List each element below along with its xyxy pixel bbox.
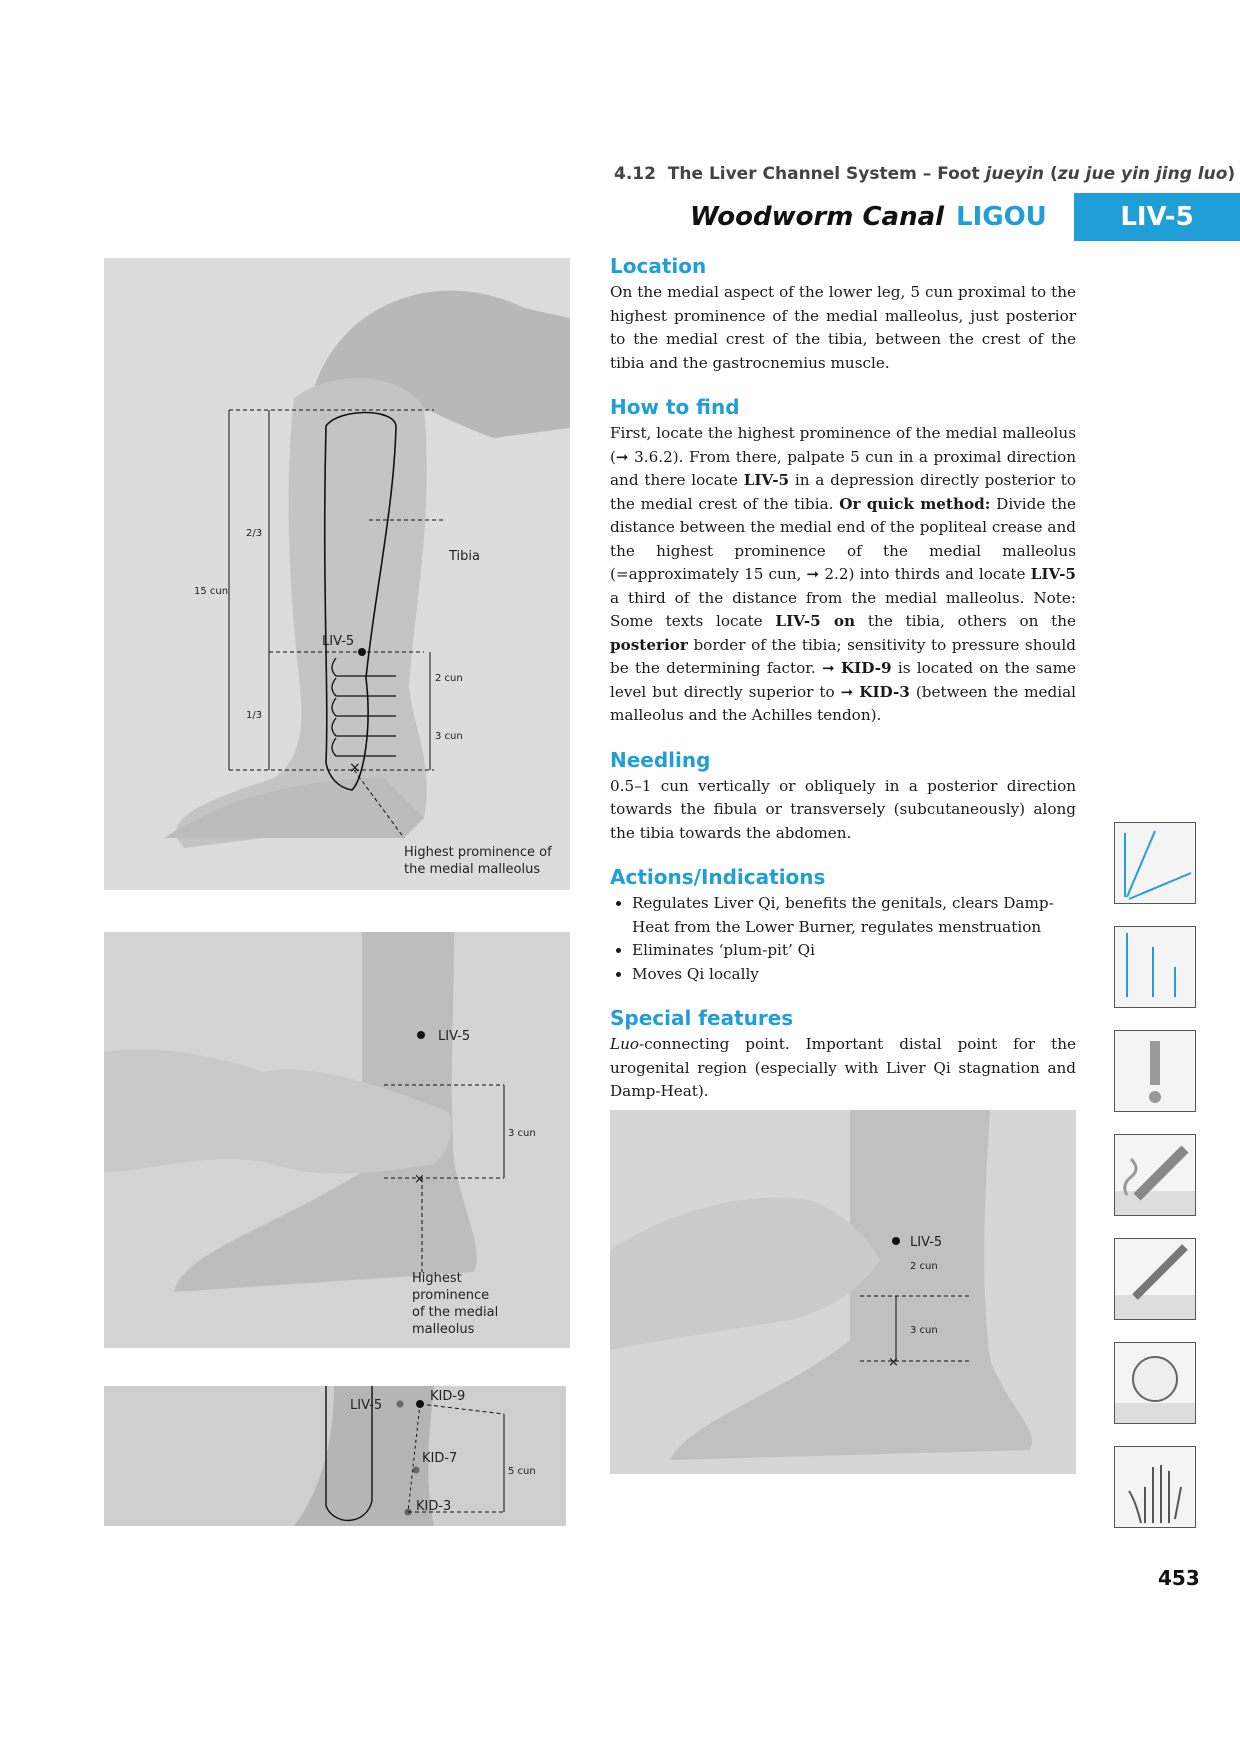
htf-bold-1: LIV-5 [743,471,790,489]
figure-fingers-2-cun-drawing [610,1110,1076,1474]
special-features-text [610,1033,1076,1104]
htf-text-4: a third of the distance from the medial malleolus. Note: Some texts locate [610,588,1076,630]
malleolus-marker: × [349,760,361,776]
chapter-paren-open: ( [1049,164,1058,184]
malleolus-marker: × [414,1172,425,1187]
chapter-paren-close: ) [1227,164,1236,184]
htf-text-2: in a depression directly posterior to the medial crest of the tibia. [610,471,1076,513]
label-one-third: 1/3 [246,710,263,721]
label-three-cun: 3 cun [910,1325,938,1336]
label-malleolus-3: of the medial [412,1305,499,1320]
label-liv5: LIV-5 [350,1398,383,1413]
label-two-cun: 2 cun [435,673,463,684]
htf-text-8: (between the medial malleolus and the Achilles tendon). [610,682,1076,724]
label-fifteen-cun: 15 cun [194,586,229,597]
point-name-pinyin: LIGOU [956,202,1047,232]
actions-list [610,892,1076,986]
figure-fingers-2-cun [610,1110,1076,1474]
needle-angles-icon [1114,822,1196,904]
htf-bold-6: KID-9 [840,659,892,677]
label-malleolus-1: Highest [412,1271,462,1286]
actions-heading: Actions/Indications [610,865,826,889]
liv5-point-marker [417,1031,425,1039]
label-kid3: KID-3 [416,1499,452,1514]
point-code: LIV-5 [1120,202,1194,232]
htf-bold-7: KID-3 [859,682,910,701]
action-item: • Regulates Liver Qi, benefits the genitals, clears Damp-Heat from the Lower Burner, regulates menstruation [632,892,1076,939]
label-liv5: LIV-5 [438,1029,471,1044]
figure-leg-tibia [104,258,570,890]
label-malleolus-2: the medial malleolus [404,862,541,877]
chapter-pinyin: zu jue yin jing luo [1057,164,1228,184]
moxibustion-icon [1114,1134,1196,1216]
label-five-cun: 5 cun [508,1466,536,1477]
text-column [610,254,1076,1124]
page-number: 453 [1158,1566,1200,1590]
luo-term: Luo [610,1035,640,1053]
special-text: -connecting point. Important distal point for the urogenital region (especially with Liver Qi stagnation and Damp-Heat). [610,1035,1076,1100]
figure-kidney-points-drawing [104,1386,566,1526]
label-malleolus-2: prominence [412,1288,490,1303]
kid7-point-marker [413,1467,420,1474]
liv5-point-marker [397,1401,404,1408]
liv5-point-marker [892,1237,900,1245]
htf-bold-2: Or quick method: [839,494,991,513]
chapter-heading [614,164,1235,184]
special-features-heading: Special features [610,1006,794,1030]
label-two-cun: 2 cun [910,1261,938,1272]
label-liv5: LIV-5 [910,1235,943,1250]
label-liv5: LIV-5 [322,634,355,649]
chapter-jueyin: jueyin [985,164,1045,184]
htf-text-6: border of the tibia; sensitivity to pressure should be the determining factor. ➞ [610,635,1076,677]
label-kid7: KID-7 [422,1451,458,1466]
cupping-icon [1114,1342,1196,1424]
how-to-find-text [610,422,1076,728]
figure-hand-3-cun-drawing [104,932,570,1348]
label-three-cun: 3 cun [435,731,463,742]
figure-kidney-points [104,1386,566,1526]
label-two-thirds: 2/3 [246,528,263,539]
hand-skeleton-icon [1114,1446,1196,1528]
point-name-english: Woodworm Canal [690,202,945,232]
technique-icons [1114,822,1196,1550]
htf-text-7: is located on the same level but directly superior to ➞ [610,659,1076,701]
htf-text-1: First, locate the highest prominence of the medial malleolus (➞ 3.6.2). From there, palpate 5 cun in a proximal direction and there locate [610,424,1076,489]
htf-bold-3: LIV-5 [1030,565,1076,583]
needling-heading: Needling [610,747,711,772]
liv5-point-marker [358,648,366,656]
htf-bold-4: LIV-5 on [775,612,856,630]
label-tibia: Tibia [449,549,480,564]
label-malleolus-1: Highest prominence of [404,845,552,860]
figure-leg-tibia-drawing [104,258,570,890]
needling-text: 0.5–1 cun vertically or obliquely in a posterior direction towards the fibula or transversely (subcutaneously) along the tibia towards the abdomen. [610,776,1076,842]
action-item: • Eliminates ‘plum-pit’ Qi [632,939,1076,963]
htf-text-5: the tibia, others on the [855,612,1076,630]
htf-bold-5: posterior [610,635,688,654]
malleolus-marker: × [888,1355,899,1370]
scraping-tool-icon [1114,1238,1196,1320]
figure-hand-3-cun [104,932,570,1348]
location-text: On the medial aspect of the lower leg, 5 cun proximal to the highest prominence of the medial malleolus, just posterior to the medial crest of the tibia, between the crest of the tibia and the gastrocnemius muscle. [610,283,1076,372]
label-kid9: KID-9 [430,1389,466,1404]
location-heading: Location [610,254,707,278]
caution-icon [1114,1030,1196,1112]
chapter-title: The Liver Channel System – Foot [667,164,980,184]
point-code-badge [1074,193,1240,241]
label-three-cun: 3 cun [508,1128,536,1139]
needles-icon [1114,926,1196,1008]
label-malleolus-4: malleolus [412,1322,475,1337]
action-item: • Moves Qi locally [632,963,1076,987]
how-to-find-heading: How to find [610,395,740,419]
chapter-number: 4.12 [614,164,656,184]
htf-text-3: Divide the distance between the medial end of the popliteal crease and the highest prominence of the medial malleolus (=approximately 15 cun, ➞ 2.2) into thirds and locate [610,494,1076,583]
